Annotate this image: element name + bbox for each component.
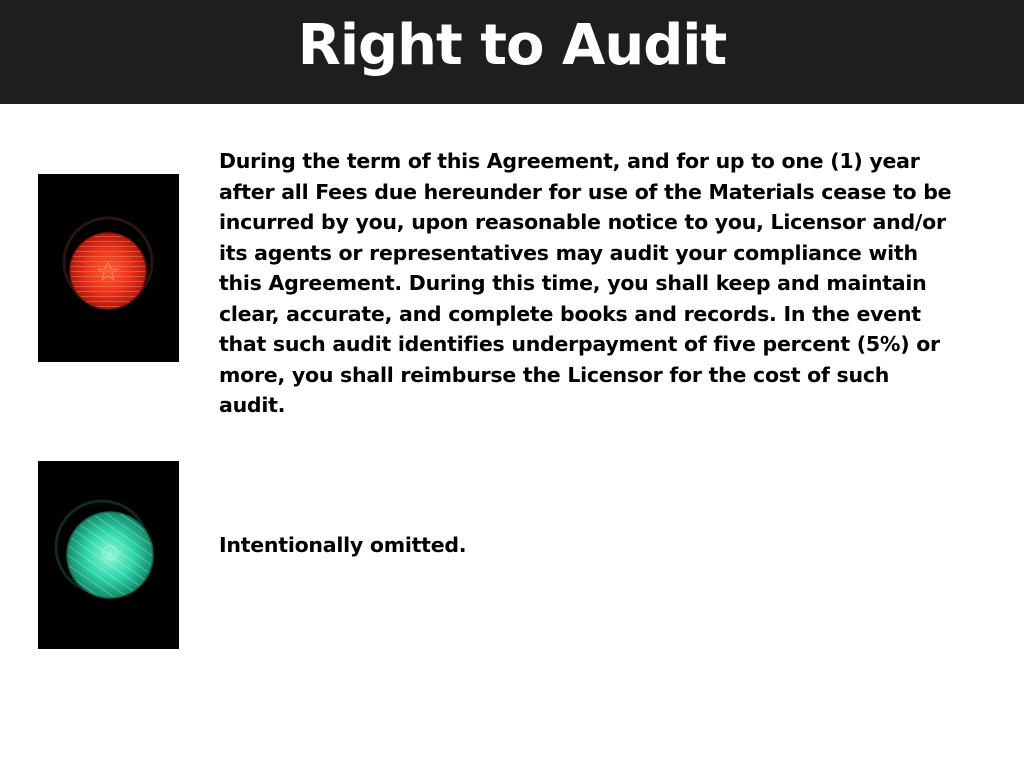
red-traffic-light-icon bbox=[38, 174, 179, 362]
title-bar bbox=[0, 0, 1024, 104]
slide-title: Right to Audit bbox=[297, 13, 727, 78]
audit-clause-text: During the term of this Agreement, and for up to one (1) year after all Fees due hereunder for use of the Materials cease to be incurred by you, upon reasonable notice to you, Licensor and/or its agents or representatives may audit your compliance with this Agreement. During this time, you shall keep and maintain clear, accurate, and complete books and records. In the event that such audit identifies underpayment of five percent (5%) or more, you shall reimburse the Licensor for the cost of such audit. bbox=[219, 149, 952, 417]
omitted-clause-text: Intentionally omitted. bbox=[219, 533, 467, 557]
green-traffic-light-icon bbox=[38, 461, 179, 649]
